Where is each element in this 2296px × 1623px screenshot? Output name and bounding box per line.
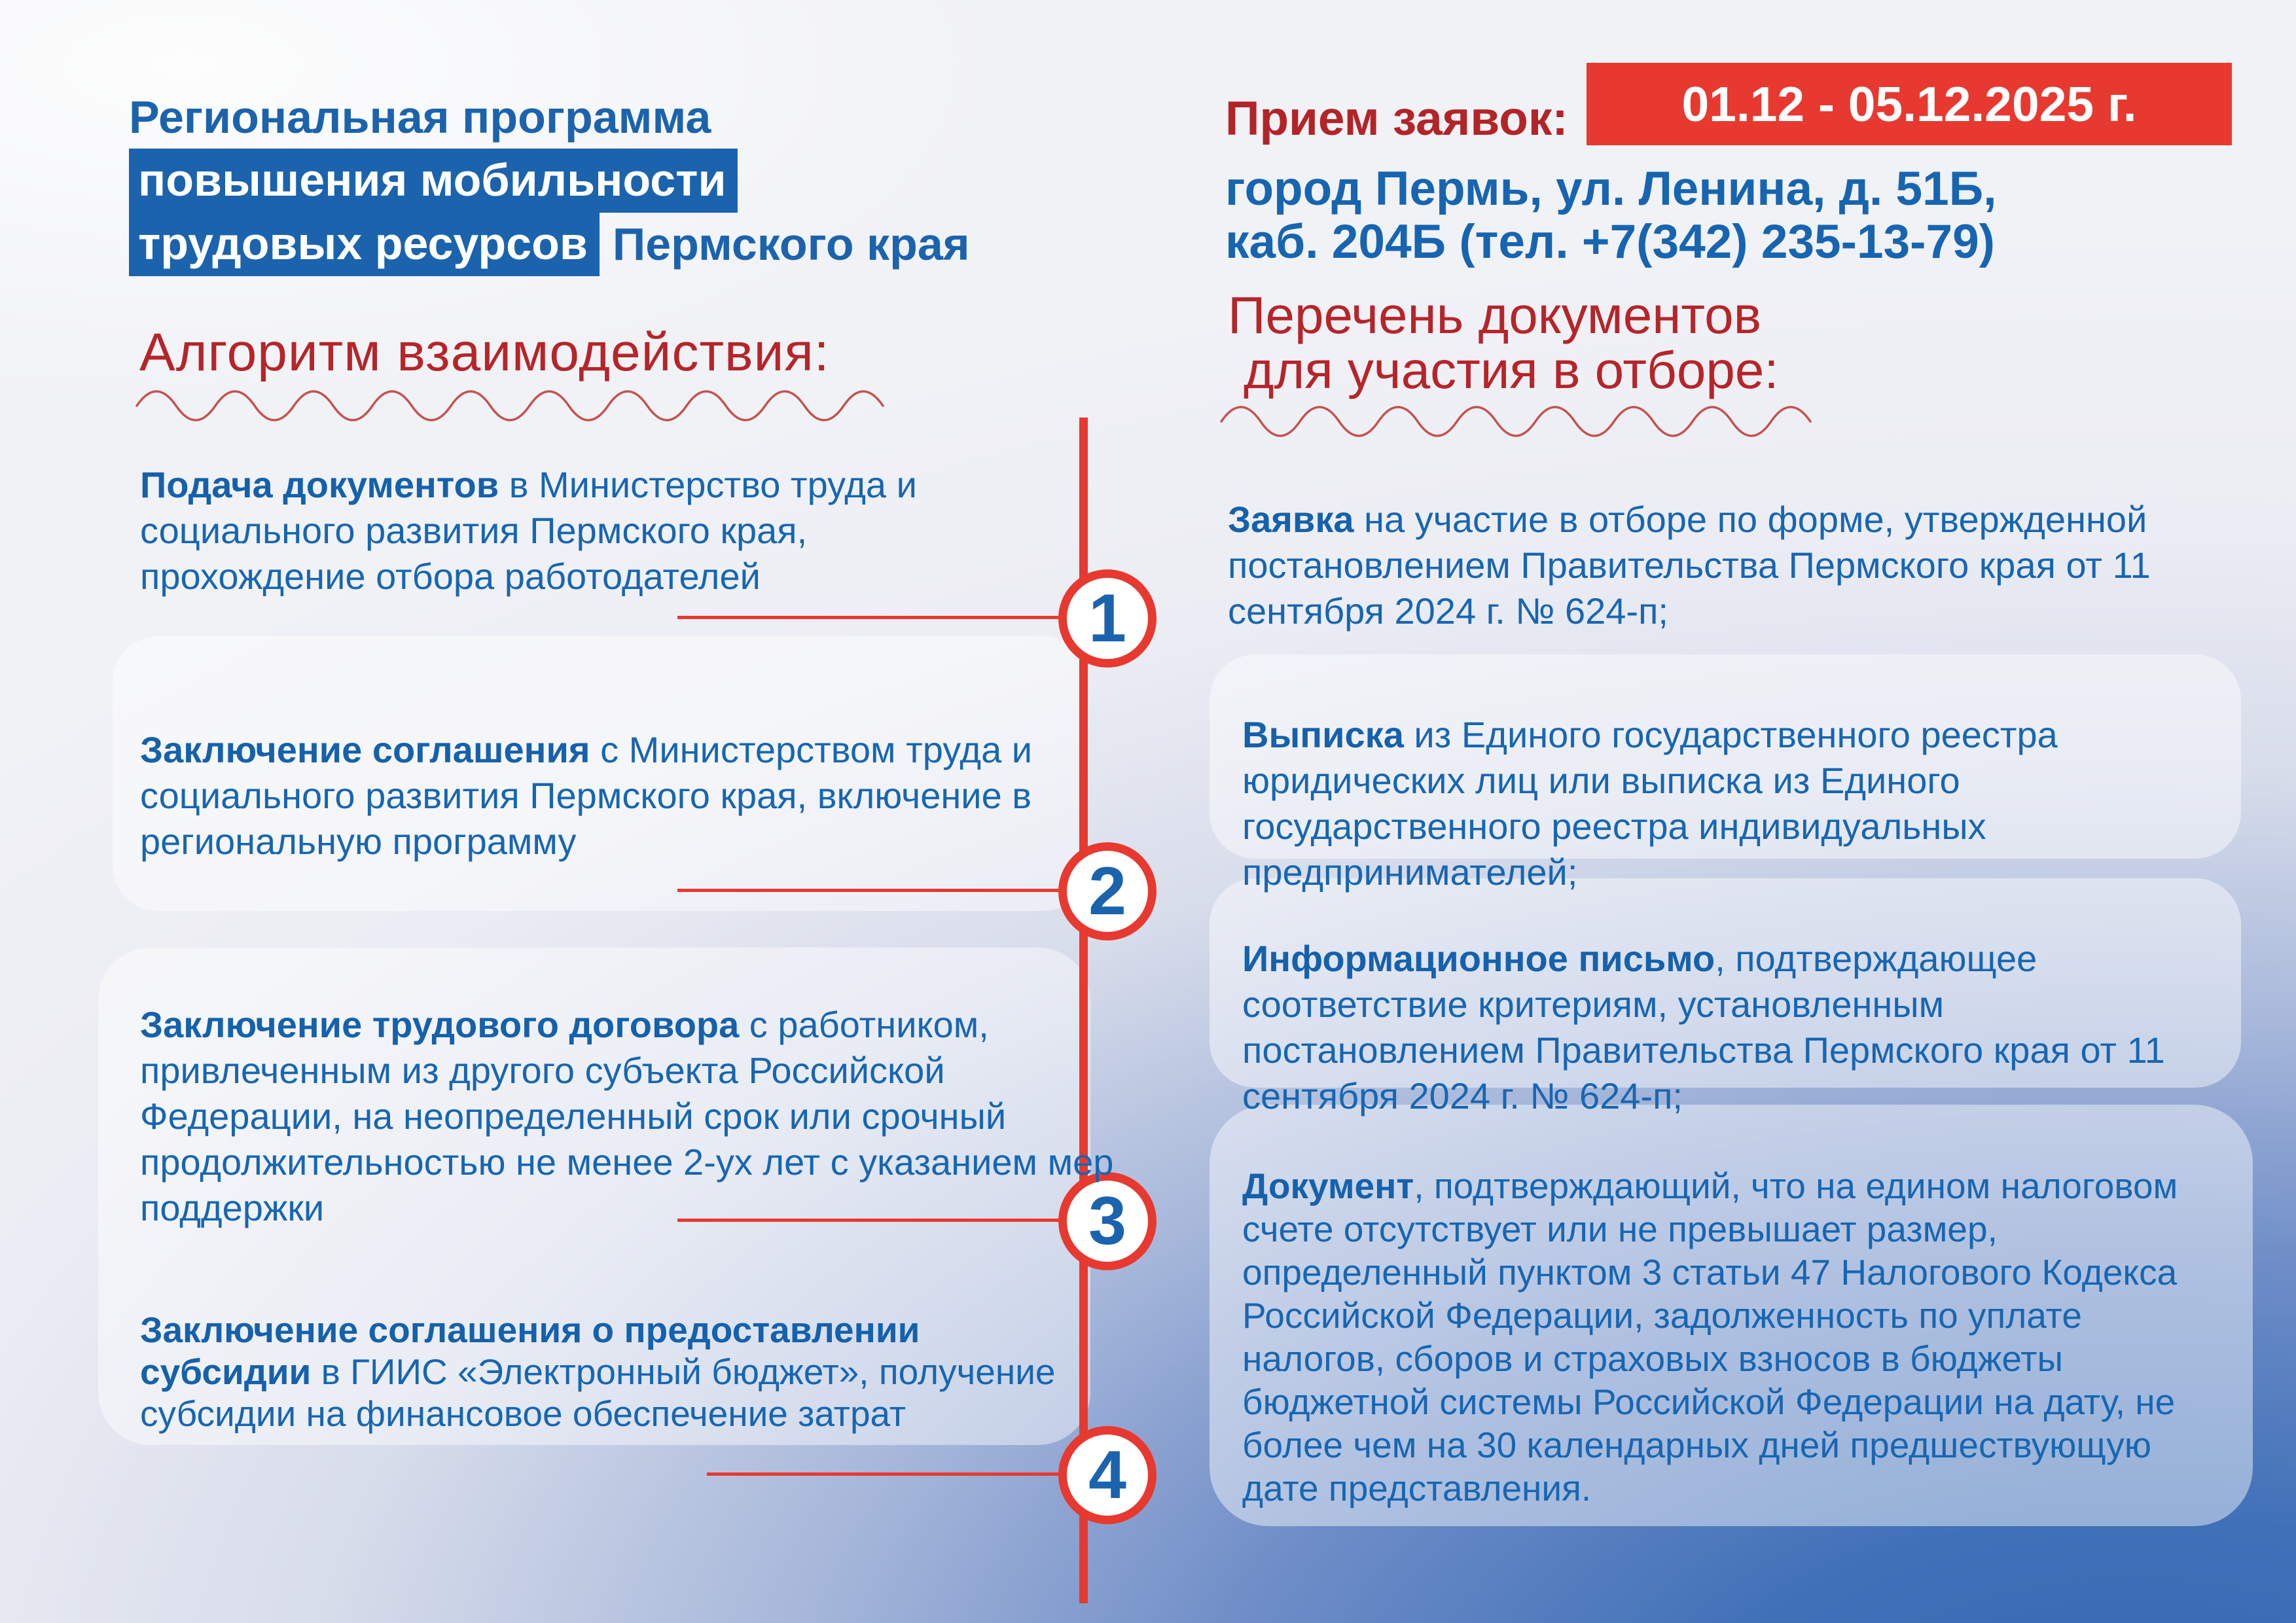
step-2-number: 2 xyxy=(1088,853,1126,929)
step-4-body: в ГИИС «Электронный бюджет», получение субсидии на финансовое обеспечение затрат xyxy=(140,1351,1056,1434)
address-block xyxy=(1225,162,1996,268)
timeline-connector-1 xyxy=(677,616,1058,619)
step-4-lead: Заключение соглашения о предоставлении субсидии xyxy=(140,1310,920,1392)
documents-heading-line-2: для участия в отборе: xyxy=(1244,341,1779,399)
document-1-body: на участие в отборе по форме, утвержденной постановлением Правительства Пермского края от 11 сентября 2024 г. № 624-п; xyxy=(1228,499,2151,632)
document-2-text xyxy=(1242,712,2211,895)
document-3-lead: Информационное письмо xyxy=(1242,938,1715,979)
title-line-1 xyxy=(129,85,970,149)
step-3-number: 3 xyxy=(1088,1183,1126,1259)
application-dates: 01.12 - 05.12.2025 г. xyxy=(1681,77,2137,132)
application-period-label: Прием заявок: xyxy=(1225,92,1568,145)
step-1-body: в Министерство труда и социального развития Пермского края, прохождение отбора работодателей xyxy=(140,464,917,597)
address-line-1: город Пермь, ул. Ленина, д. 51Б, xyxy=(1225,162,1997,215)
step-4-number-badge xyxy=(1058,1426,1157,1524)
application-dates-badge xyxy=(1587,63,2232,145)
step-3-text xyxy=(140,1002,1115,1231)
wavy-underline xyxy=(134,385,926,424)
step-1-text xyxy=(140,462,1017,599)
step-2-lead: Заключение соглашения xyxy=(140,729,590,770)
document-2-lead: Выписка xyxy=(1242,714,1404,755)
step-2-body: с Министерством труда и социального развития Пермского края, включение в региональную программу xyxy=(140,729,1033,862)
documents-heading xyxy=(1228,288,1779,398)
step-1-number-badge xyxy=(1058,569,1157,668)
title-text-2: Пермского края xyxy=(612,218,970,270)
timeline-connector-2 xyxy=(677,889,1058,892)
step-4-number: 4 xyxy=(1088,1437,1126,1513)
documents-heading-line-1: Перечень документов xyxy=(1228,286,1762,344)
title-text-1: Региональная программа xyxy=(129,91,711,143)
document-1-lead: Заявка xyxy=(1228,499,1354,540)
document-4-text xyxy=(1242,1164,2224,1510)
document-4-body: , подтверждающий, что на едином налоговом счете отсутствует или не превышает размер, определенный пунктом 3 статьи 47 Налогового Кодекса Российской Федерации, задолженность по уплате налогов, сборов и страховых взносов в бюджеты бюджетной системы Российской Федерации на дату, не более чем на 30 календарных дней предшествующую дате представления. xyxy=(1242,1166,2178,1508)
step-2-text xyxy=(140,727,1076,865)
address-line-2: каб. 204Б (тел. +7(342) 235-13-79) xyxy=(1225,215,1995,268)
step-1-lead: Подача документов xyxy=(140,464,499,505)
step-1-number: 1 xyxy=(1088,580,1126,656)
title-line-3 xyxy=(129,212,970,276)
document-4-lead: Документ xyxy=(1242,1166,1414,1206)
step-3-body: с работником, привлеченным из другого субъекта Российской Федерации, на неопределенный срок или срочный продолжительностью не менее 2-ух лет с указанием мер поддержки xyxy=(140,1004,1114,1228)
wavy-underline xyxy=(1219,401,1860,440)
document-2-body: из Единого государственного реестра юридических лиц или выписка из Единого государственного реестра индивидуальных предпринимателей; xyxy=(1242,714,2058,893)
title-line-2 xyxy=(129,149,970,212)
title-highlight-1: повышения мобильности xyxy=(129,149,738,213)
document-3-text xyxy=(1242,936,2231,1119)
document-1-text xyxy=(1228,497,2216,634)
timeline-connector-4 xyxy=(707,1472,1058,1476)
program-title xyxy=(129,85,970,276)
title-highlight-2: трудовых ресурсов xyxy=(129,212,600,276)
step-3-lead: Заключение трудового договора xyxy=(140,1004,740,1045)
step-4-text xyxy=(140,1309,1083,1435)
algorithm-heading: Алгоритм взаимодействия: xyxy=(139,323,830,382)
document-3-body: , подтверждающее соответствие критериям, установленным постановлением Правительства Пермского края от 11 сентября 2024 г. № 624-п; xyxy=(1242,938,2165,1116)
